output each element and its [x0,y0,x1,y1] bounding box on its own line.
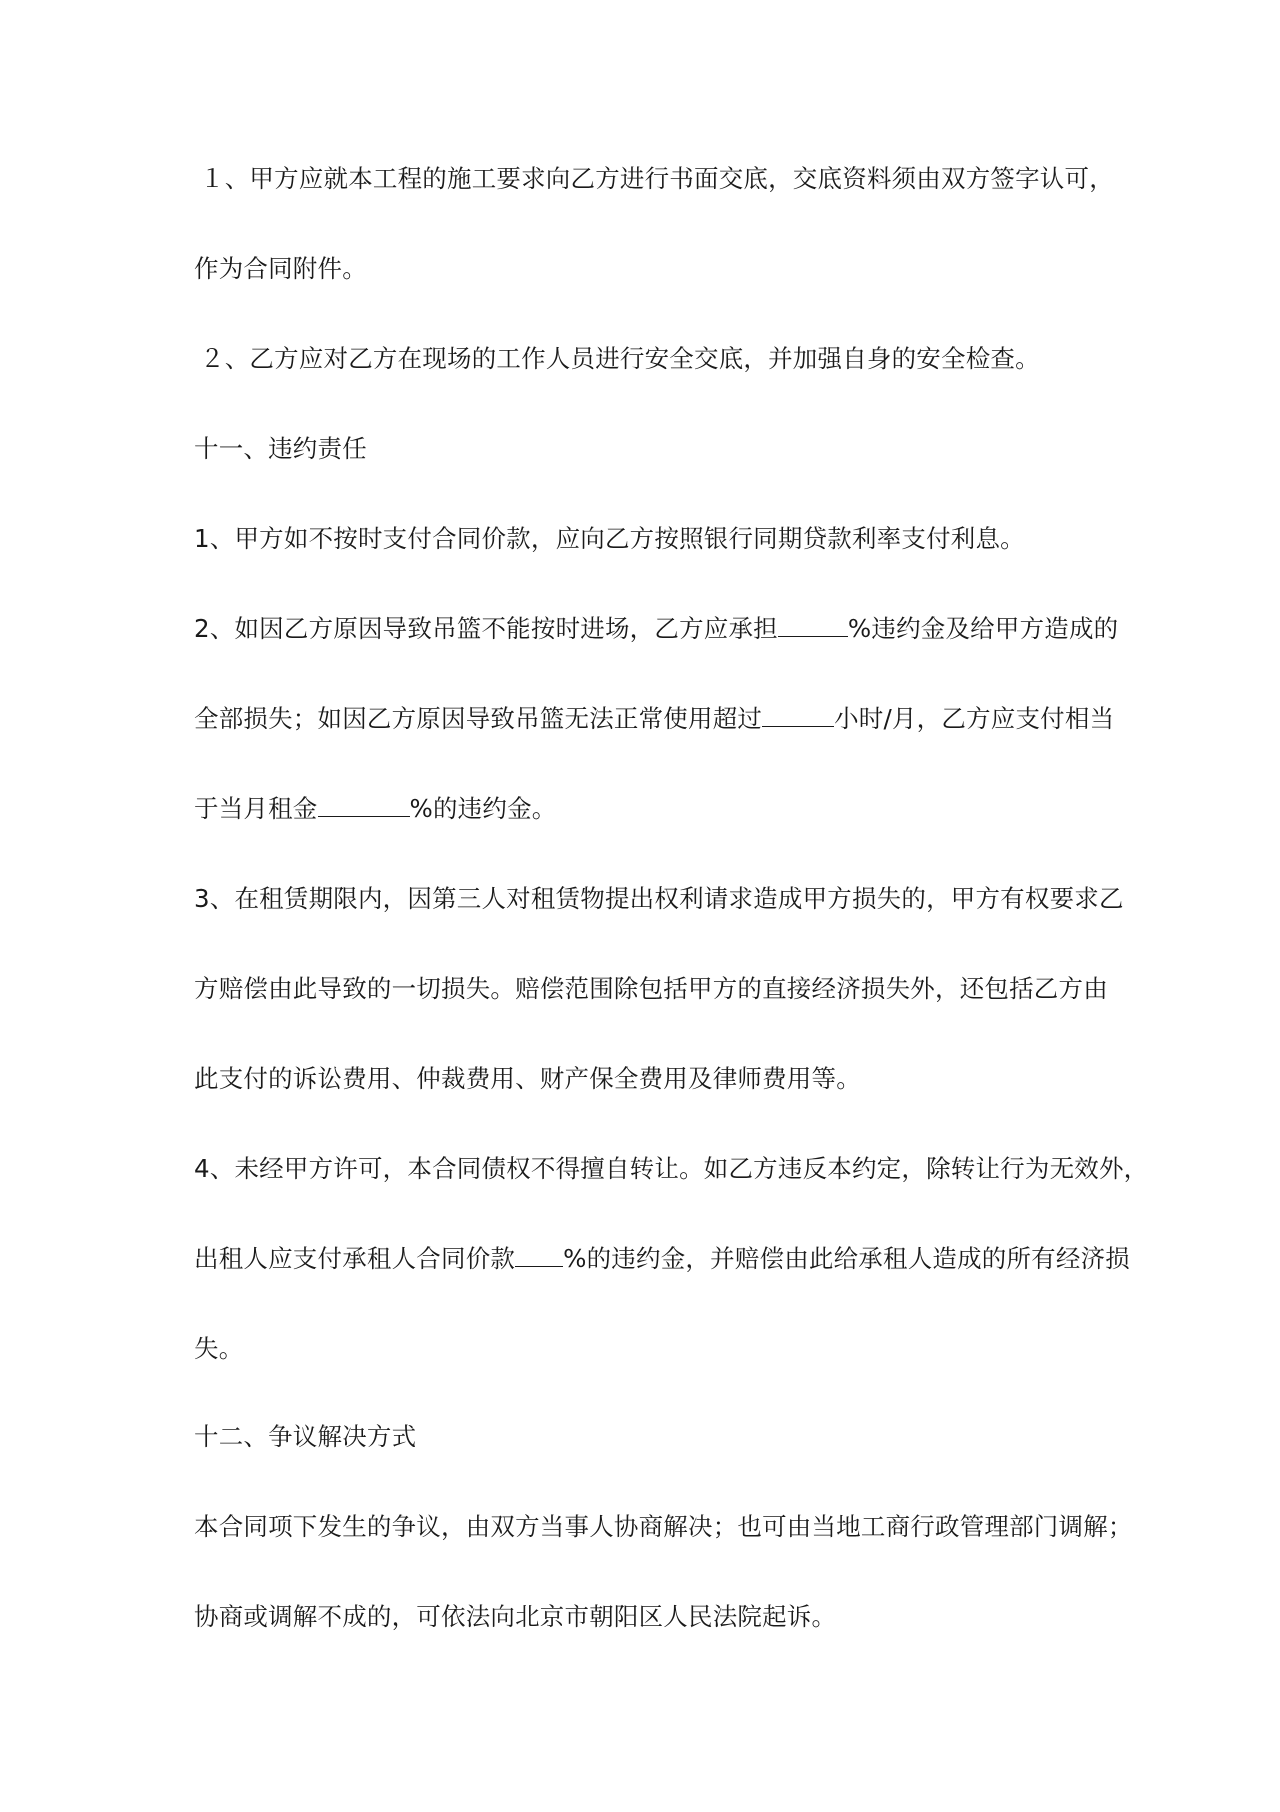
fill-in-blank [318,794,410,817]
fill-in-blank [778,614,848,637]
fill-in-blank [515,1244,563,1267]
clause11-item3-line1: 3、在租赁期限内，因第三人对租赁物提出权利请求造成甲方损失的，甲方有权要求乙 [194,884,1124,913]
clause11-item4-line2 [194,1242,1130,1276]
clause12-line2: 协商或调解不成的，可依法向北京市朝阳区人民法院起诉。 [194,1602,837,1631]
clause11-item4-line1: 4、未经甲方许可，本合同债权不得擅自转让。如乙方违反本约定，除转让行为无效外， [194,1154,1149,1183]
clause10-item2: ２、乙方应对乙方在现场的工作人员进行安全交底，并加强自身的安全检查。 [200,344,1040,373]
clause11-item1: 1、甲方如不按时支付合同价款，应向乙方按照银行同期贷款利率支付利息。 [194,524,1025,553]
clause12-line1: 本合同项下发生的争议，由双方当事人协商解决；也可由当地工商行政管理部门调解； [194,1512,1133,1541]
text-segment: %的违约金。 [409,794,557,823]
clause10-item1-line1: １、甲方应就本工程的施工要求向乙方进行书面交底，交底资料须由双方签字认可， [200,164,1114,193]
clause11-item3-line3: 此支付的诉讼费用、仲裁费用、财产保全费用及律师费用等。 [194,1064,861,1093]
fill-in-blank [762,704,834,727]
text-segment: %的违约金，并赔偿由此给承租人造成的所有经济损 [563,1244,1130,1273]
clause11-item2-line2 [194,702,1115,736]
text-segment: 小时/月，乙方应支付相当 [834,704,1115,733]
text-segment: %违约金及给甲方造成的 [847,614,1119,643]
text-segment: 出租人应支付承租人合同价款 [194,1244,516,1273]
clause11-item2-line1 [194,612,1119,646]
text-segment: 于当月租金 [194,794,318,823]
clause11-item4-line3: 失。 [194,1334,244,1363]
clause12-heading: 十二、争议解决方式 [194,1422,417,1451]
clause11-heading: 十一、违约责任 [194,434,367,463]
clause11-item3-line2: 方赔偿由此导致的一切损失。赔偿范围除包括甲方的直接经济损失外，还包括乙方由 [194,974,1108,1003]
text-segment: 2、如因乙方原因导致吊篮不能按时进场，乙方应承担 [194,614,778,643]
clause10-item1-line2: 作为合同附件。 [194,254,367,283]
clause11-item2-line3 [194,792,1094,826]
text-segment: 全部损失；如因乙方原因导致吊篮无法正常使用超过 [194,704,763,733]
